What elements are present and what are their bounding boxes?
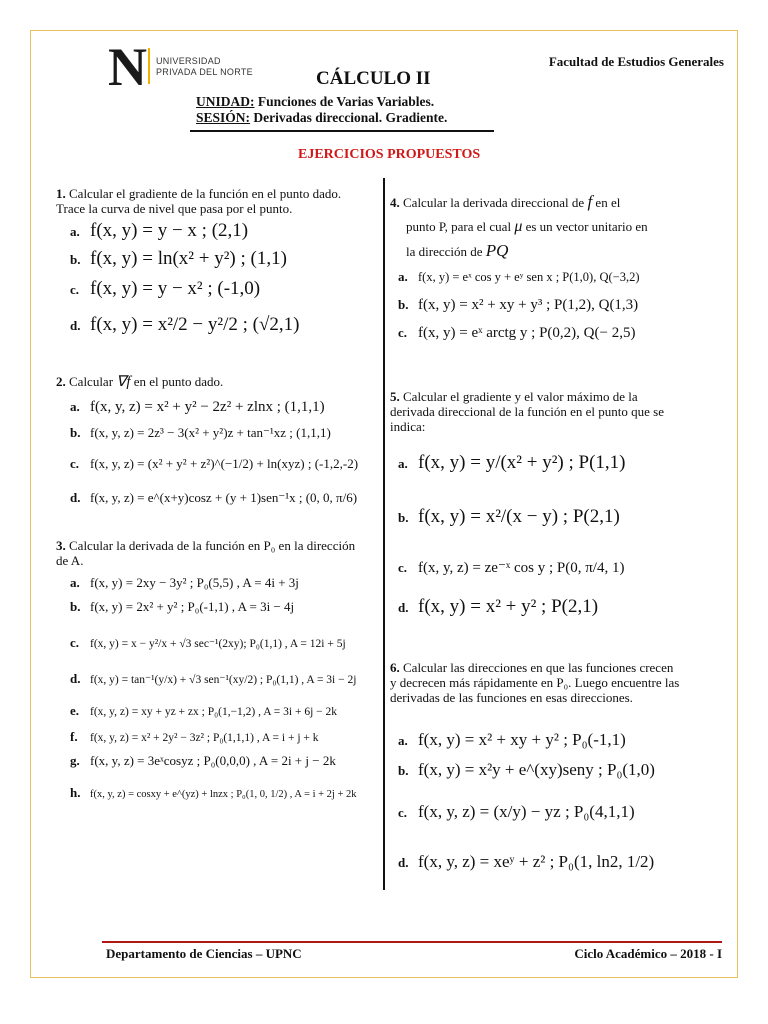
question-number: 5. xyxy=(390,389,400,404)
exercise-item xyxy=(70,728,319,746)
exercise-item xyxy=(398,452,626,474)
exercise-item xyxy=(70,574,299,592)
university-logo xyxy=(108,37,258,97)
question-text: en el xyxy=(595,195,621,210)
unit-session-block xyxy=(196,94,447,126)
exercise-item xyxy=(70,398,325,416)
exercise-item xyxy=(398,760,655,780)
footer-cycle: Ciclo Académico – 2018 - I xyxy=(574,946,722,961)
exercise-item xyxy=(70,220,248,242)
footer-rule xyxy=(102,941,722,943)
exercise-item xyxy=(70,702,337,720)
item-label: c. xyxy=(70,282,80,297)
vector-pq-symbol: PQ xyxy=(485,241,509,260)
item-label: e. xyxy=(70,703,80,718)
question-number: 1. xyxy=(56,186,66,201)
question-text: punto P, para el cual xyxy=(406,219,512,234)
item-expression: f(x, y, z) = xy + yz + zx ; P₀(1,−1,2) , A = 3i + 6j − 2k xyxy=(90,706,338,718)
question-5 xyxy=(390,389,680,434)
item-expression: f(x, y) = 2xy − 3y² ; P₀(5,5) , A = 4i + 3j xyxy=(90,575,299,590)
exercise-item xyxy=(70,752,336,770)
exercise-item xyxy=(398,558,624,577)
item-label: d. xyxy=(70,318,81,333)
item-expression: f(x, y) = x²y + e^(xy)seny ; P₀(1,0) xyxy=(418,760,655,779)
item-label: g. xyxy=(70,753,80,768)
exercise-item xyxy=(70,278,260,300)
item-expression: f(x, y) = y/(x² + y²) ; P(1,1) xyxy=(418,452,626,473)
logo-line-2: PRIVADA DEL NORTE xyxy=(156,67,253,77)
item-expression: f(x, y) = x² + xy + y² ; P₀(-1,1) xyxy=(418,730,626,749)
question-text: Calcular la derivada de la función en P₀ en la dirección de A. xyxy=(56,538,356,568)
question-3 xyxy=(56,538,368,568)
logo-mark: N xyxy=(108,37,147,97)
item-label: b. xyxy=(398,510,409,525)
item-label: h. xyxy=(70,785,81,800)
header-rule xyxy=(190,130,494,132)
question-number: 4. xyxy=(390,195,400,210)
logo-line-1: UNIVERSIDAD xyxy=(156,56,221,66)
item-expression: f(x, y, z) = 3eˣcosyz ; P₀(0,0,0) , A = 2i + j − 2k xyxy=(90,753,336,768)
question-text: Calcular las direcciones en que las funciones crecen y decrecen más rápidamente en P₀. Luego encuentre las derivadas de las funciones en esas direcciones. xyxy=(390,660,680,705)
item-label: d. xyxy=(398,600,409,615)
item-label: b. xyxy=(398,297,409,312)
item-expression: f(x, y) = y − x² ; (-1,0) xyxy=(90,278,261,299)
item-label: c. xyxy=(70,456,80,471)
exercise-item xyxy=(398,324,635,342)
exercise-item xyxy=(398,506,620,528)
item-expression: f(x, y) = x²/(x − y) ; P(2,1) xyxy=(418,506,620,527)
footer-department: Departamento de Ciencias – UPNC xyxy=(106,946,302,961)
item-expression: f(x, y) = x² + xy + y³ ; P(1,2), Q(1,3) xyxy=(418,297,639,313)
item-label: f. xyxy=(70,729,78,744)
item-expression: f(x, y) = 2x² + y² ; P₀(-1,1) , A = 3i − 4j xyxy=(90,599,295,614)
item-label: a. xyxy=(398,456,408,471)
question-text: la dirección de xyxy=(406,244,483,259)
question-text: Calcular el gradiente de la función en el punto dado. Trace la curva de nivel que pasa por el punto. xyxy=(56,186,342,216)
section-title: EJERCICIOS PROPUESTOS xyxy=(298,147,481,162)
item-label: d. xyxy=(70,671,81,686)
item-expression: f(x, y) = eˣ cos y + eʸ sen x ; P(1,0), Q(−3,2) xyxy=(418,270,640,284)
exercise-item xyxy=(70,634,346,652)
item-expression: f(x, y, z) = (x² + y² + z²)^(−1/2) + ln(xyz) ; (-1,2,-2) xyxy=(90,456,359,471)
item-label: c. xyxy=(398,805,408,820)
question-text: en el punto dado. xyxy=(133,374,224,389)
item-expression: f(x, y) = tan⁻¹(y/x) + √3 sen⁻¹(xy/2) ; P₀(1,1) , A = 3i − 2j xyxy=(90,674,357,686)
exercise-item xyxy=(70,248,287,270)
item-expression: f(x, y, z) = x² + y² − 2z² + zlnx ; (1,1,1) xyxy=(90,399,325,415)
exercise-item xyxy=(70,455,358,473)
question-6 xyxy=(390,660,680,705)
item-label: a. xyxy=(70,399,80,414)
question-2 xyxy=(56,374,368,390)
item-expression: f(x, y, z) = x² + 2y² − 3z² ; P₀(1,1,1) , A = i + j + k xyxy=(90,732,319,744)
item-label: a. xyxy=(398,733,408,748)
item-expression: f(x, y, z) = (x/y) − yz ; P₀(4,1,1) xyxy=(418,802,635,821)
question-4 xyxy=(390,190,708,264)
item-expression: f(x, y) = x − y²/x + √3 sec⁻¹(2xy); P₀(1,1) , A = 12i + 5j xyxy=(90,638,346,650)
question-number: 6. xyxy=(390,660,400,675)
exercise-item xyxy=(398,296,638,314)
item-label: d. xyxy=(70,490,81,505)
logo-text xyxy=(156,56,253,78)
exercise-item xyxy=(70,670,356,688)
question-text: es un vector unitario en xyxy=(525,219,648,234)
item-expression: f(x, y, z) = e^(x+y)cosz + (y + 1)sen⁻¹x ; (0, 0, π/6) xyxy=(90,490,358,505)
exercise-item xyxy=(398,268,639,286)
exercise-item xyxy=(398,852,654,872)
item-expression: f(x, y, z) = ze⁻ˣ cos y ; P(0, π/4, 1) xyxy=(418,560,625,576)
unit-label: UNIDAD: xyxy=(196,94,255,109)
item-label: b. xyxy=(70,425,81,440)
item-label: b. xyxy=(70,599,81,614)
item-label: c. xyxy=(398,325,408,340)
function-symbol: f xyxy=(587,192,593,211)
session-label: SESIÓN: xyxy=(196,110,251,125)
item-label: c. xyxy=(398,560,408,575)
item-expression: f(x, y, z) = xeʸ + z² ; P₀(1, ln2, 1/2) xyxy=(418,852,655,871)
item-expression: f(x, y) = x²/2 − y²/2 ; (√2,1) xyxy=(90,314,300,335)
item-expression: f(x, y, z) = 2z³ − 3(x² + y²)z + tan⁻¹xz ; (1,1,1) xyxy=(90,425,331,440)
exercise-item xyxy=(70,489,357,507)
mu-symbol: μ xyxy=(514,218,523,235)
exercise-item xyxy=(70,424,331,442)
exercise-item xyxy=(398,730,626,750)
item-label: a. xyxy=(398,269,408,284)
question-number: 3. xyxy=(56,538,66,553)
item-expression: f(x, y) = y − x ; (2,1) xyxy=(90,220,249,241)
question-text: Calcular la derivada direccional de xyxy=(403,195,585,210)
item-label: b. xyxy=(70,252,81,267)
item-expression: f(x, y) = eˣ arctg y ; P(0,2), Q(− 2,5) xyxy=(418,325,636,341)
exercise-item xyxy=(70,598,294,616)
nabla-symbol: ∇f xyxy=(116,374,131,390)
faculty-name: Facultad de Estudios Generales xyxy=(548,54,724,69)
item-label: b. xyxy=(398,763,409,778)
item-expression: f(x, y, z) = cosxy + e^(yz) + lnzx ; P₀(1, 0, 1/2) , A = i + 2j + 2k xyxy=(90,789,357,800)
question-text: Calcular el gradiente y el valor máximo de la derivada direccional de la función en el punto que se indica: xyxy=(390,389,664,434)
question-text: Calcular xyxy=(69,374,114,389)
item-label: a. xyxy=(70,224,80,239)
course-title: CÁLCULO II xyxy=(316,68,431,89)
item-label: a. xyxy=(70,575,80,590)
logo-divider xyxy=(148,48,150,84)
item-expression: f(x, y) = x² + y² ; P(2,1) xyxy=(418,596,599,617)
item-expression: f(x, y) = ln(x² + y²) ; (1,1) xyxy=(90,248,287,269)
question-number: 2. xyxy=(56,374,66,389)
exercise-item xyxy=(70,784,357,802)
item-label: c. xyxy=(70,635,80,650)
column-divider xyxy=(383,178,385,890)
question-1 xyxy=(56,186,368,216)
item-label: d. xyxy=(398,855,409,870)
exercise-item xyxy=(398,802,635,822)
session-value: Derivadas direccional. Gradiente. xyxy=(250,110,448,125)
exercise-item xyxy=(70,314,299,336)
exercise-item xyxy=(398,596,598,618)
unit-value: Funciones de Varias Variables. xyxy=(254,94,435,109)
